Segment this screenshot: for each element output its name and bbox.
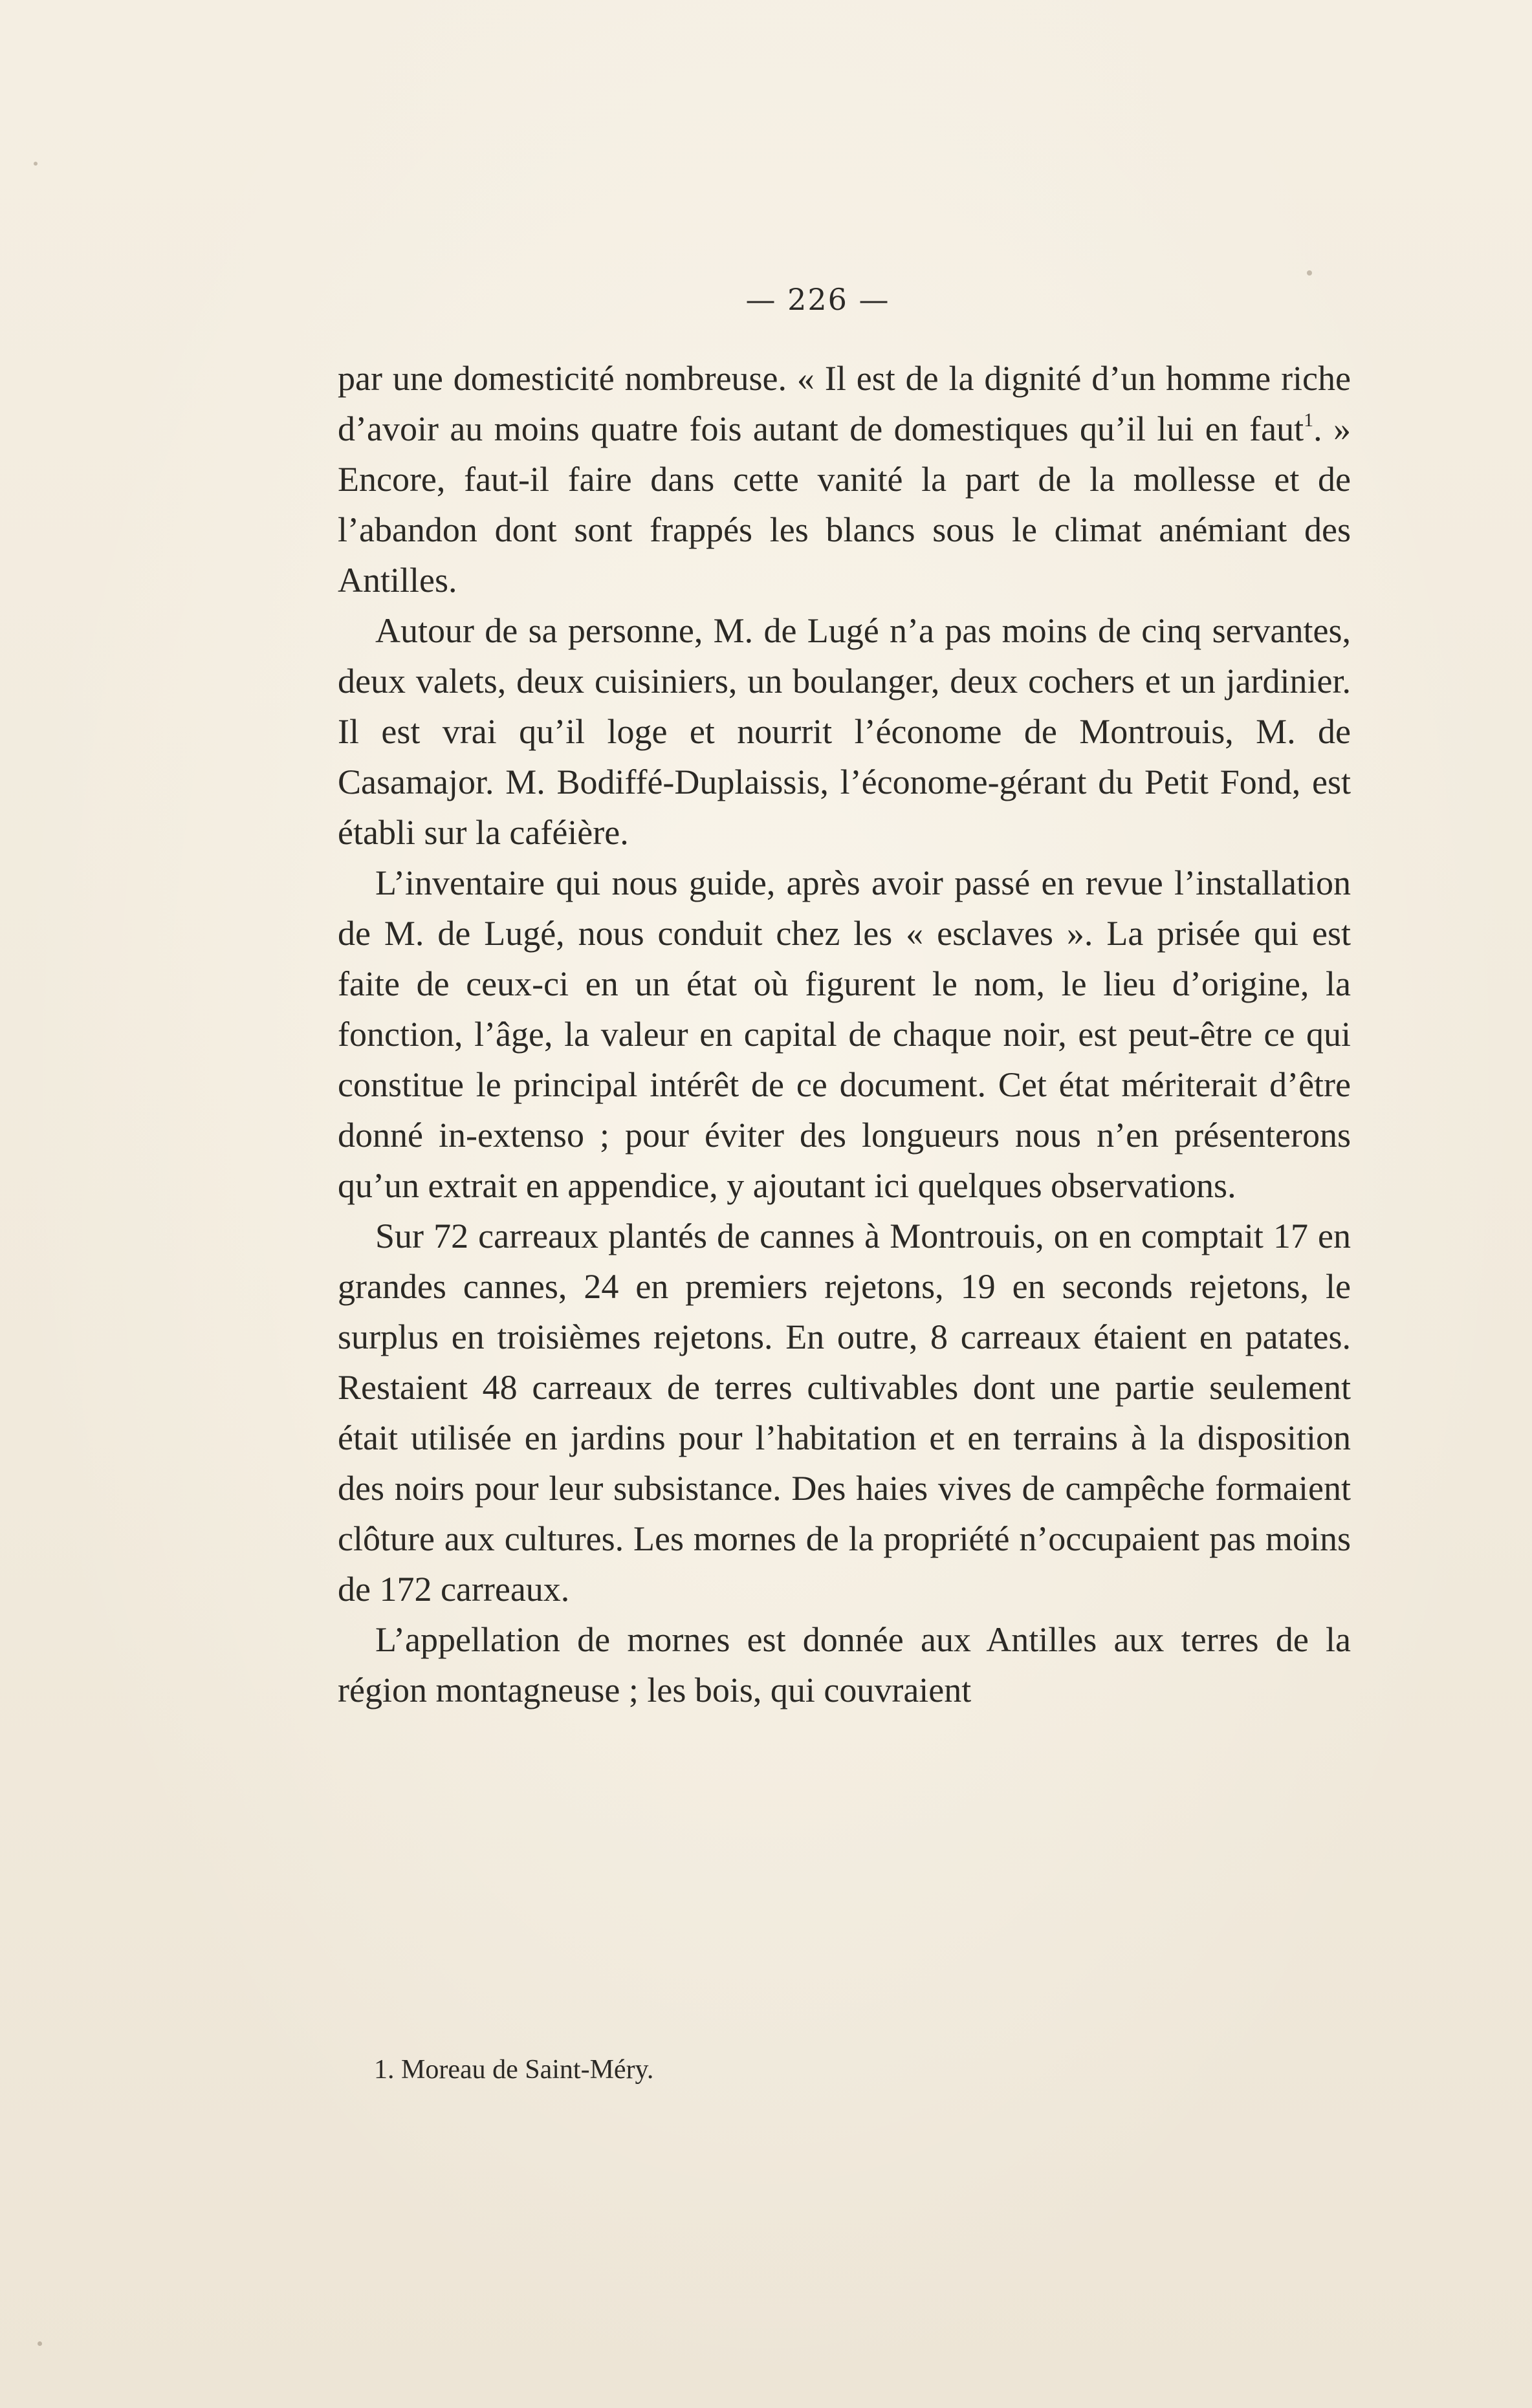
paragraph-1-continuation: . » Encore, faut-il faire dans cette vanité la part de la mollesse et de l’abandon dont sont frappés les blancs sous le climat anémiant des Antilles. bbox=[338, 409, 1351, 600]
paper-speck bbox=[38, 2341, 42, 2346]
paper-speck bbox=[34, 162, 38, 166]
paragraph-1 bbox=[338, 353, 1351, 605]
body-text bbox=[338, 353, 1351, 1715]
paragraph-3: L’inventaire qui nous guide, après avoir passé en revue l’installation de M. de Lugé, nous conduit chez les « esclaves ». La prisée qui est faite de ceux-ci en un état où figurent le nom, le lieu d’origine, la fonction, l’âge, la valeur en capital de chaque noir, est peut-être ce qui constitue le principal intérêt de ce document. Cet état mériterait d’être donné in-extenso ; pour éviter des longueurs nous n’en présenterons qu’un extrait en appendice, y ajoutant ici quelques observations. bbox=[338, 863, 1351, 1205]
paragraph-5: L’appellation de mornes est donnée aux Antilles aux terres de la région montagneuse ; les bois, qui couvraient bbox=[338, 1620, 1351, 1709]
paragraph-1-text: par une domesticité nombreuse. « Il est de la dignité d’un homme riche d’avoir au moins quatre fois autant de domestiques qu’il lui en faut bbox=[338, 359, 1351, 448]
paper-speck bbox=[1307, 270, 1312, 276]
footnote: 1. Moreau de Saint-Méry. bbox=[374, 2055, 654, 2085]
footnote-marker: 1 bbox=[1304, 409, 1314, 431]
paragraph-4: Sur 72 carreaux plantés de cannes à Montrouis, on en comptait 17 en grandes cannes, 24 en premiers rejetons, 19 en seconds rejetons, le surplus en troisièmes rejetons. En outre, 8 carreaux étaient en patates. Restaient 48 carreaux de terres cultivables dont une partie seulement était utilisée en jardins pour l’habitation et en terrains à la disposition des noirs pour leur subsistance. Des haies vives de campêche formaient clôture aux cultures. Les mornes de la propriété n’occupaient pas moins de 172 carreaux. bbox=[338, 1217, 1351, 1609]
paragraph-2: Autour de sa personne, M. de Lugé n’a pas moins de cinq servantes, deux valets, deux cuisiniers, un boulanger, deux cochers et un jardinier. Il est vrai qu’il loge et nourrit l’économe de Montrouis, M. de Casamajor. M. Bodiffé-Duplaissis, l’économe-gérant du Petit Fond, est établi sur la caféière. bbox=[338, 611, 1351, 852]
page-number: — 226 — bbox=[745, 282, 890, 317]
